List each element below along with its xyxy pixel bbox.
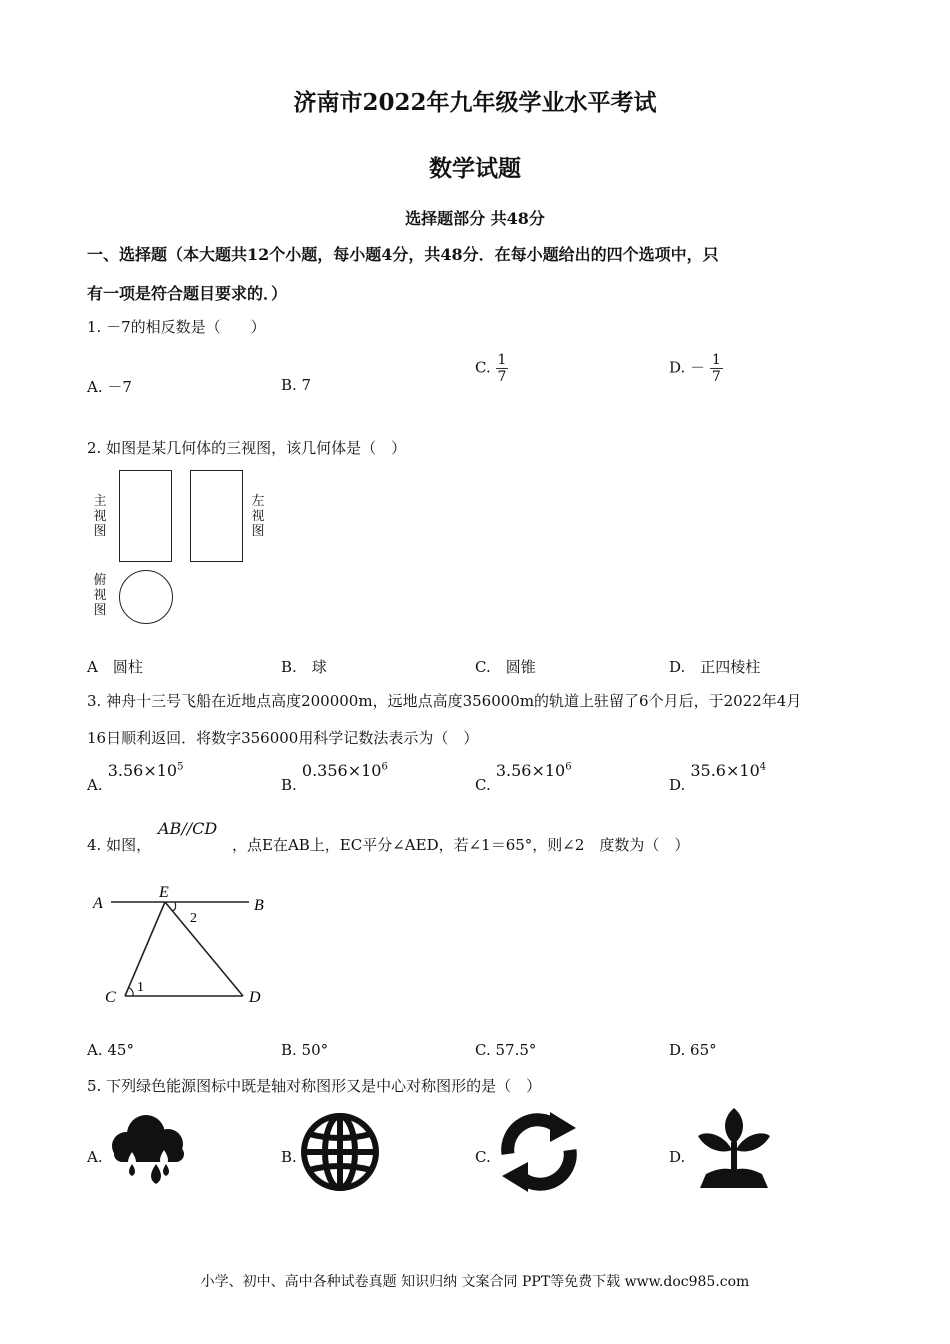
front-view-label: 主 视 图 (93, 494, 107, 539)
question3-stem-line1: 3. 神舟十三号飞船在近地点高度200000m，远地点高度356000m的轨道上驻留了6个月后，于2022年4月 (87, 692, 802, 710)
q1-option-c-letter: C. (475, 358, 491, 377)
question1-stem: 1. －7的相反数是（ ） (87, 318, 266, 336)
q5-option-a-letter: A. (87, 1148, 103, 1166)
point-c-label: C (105, 989, 116, 1006)
q1-option-a: A. －7 (87, 378, 132, 396)
q3-option-d-value: $35.6\times 10^4$ (690, 761, 767, 780)
point-e-label: E (159, 884, 169, 901)
q2-option-d: D. 正四棱柱 (669, 658, 761, 676)
fraction-numerator: 1 (711, 352, 721, 368)
question4-formula: AB//CD (158, 819, 218, 838)
q3-option-b-letter: B. (281, 776, 297, 794)
exam-subtitle: 数学试题 (429, 155, 521, 182)
q1-option-d (669, 352, 723, 385)
q1-option-c (475, 352, 508, 385)
q1-option-b: B. 7 (281, 376, 312, 394)
q3-option-c-letter: C. (475, 776, 491, 794)
q3-option-a (87, 761, 184, 794)
point-b-label: B (254, 897, 264, 914)
point-d-label: D (249, 989, 261, 1006)
globe-icon (298, 1112, 382, 1192)
side-view-label: 左 视 图 (251, 494, 265, 539)
q1-option-d-letter: D. － (669, 358, 706, 377)
q2-option-b: B. 球 (281, 658, 327, 676)
q1-option-c-fraction (496, 352, 509, 385)
point-a-label: A (93, 895, 103, 912)
exam-title: 济南市2022年九年级学业水平考试 (293, 89, 657, 116)
angle2-label: 2 (190, 911, 197, 926)
q3-option-d-letter: D. (669, 776, 686, 794)
angle1-label: 1 (137, 980, 144, 995)
q1-option-d-fraction (710, 352, 723, 385)
q4-option-b: B. 50° (281, 1041, 329, 1059)
q4-option-c: C. 57.5° (475, 1041, 537, 1059)
angle2-arc (172, 902, 176, 911)
q2-option-c: C. 圆锥 (475, 658, 536, 676)
q3-option-a-letter: A. (87, 776, 103, 794)
segment-ed (165, 902, 243, 996)
q3-option-c-value: $3.56\times 10^6$ (495, 761, 572, 780)
question4-stem-suffix: ，点E在AB上，EC平分∠AED，若∠1＝65°，则∠2 度数为（ ） (232, 836, 690, 854)
q3-option-d (669, 761, 767, 794)
segment-ec (125, 902, 165, 996)
q5-option-b-letter: B. (281, 1148, 297, 1166)
question3-stem-line2: 16日顺利返回．将数字356000用科学记数法表示为（ ） (87, 729, 479, 747)
fraction-denominator: 7 (497, 369, 507, 385)
q4-option-a: A. 45° (87, 1041, 134, 1059)
top-view-circle (119, 570, 173, 624)
q3-option-b (281, 761, 388, 794)
q3-option-b-value: $0.356\times 10^6$ (301, 761, 388, 780)
q3-option-c (475, 761, 572, 794)
page-footer: 小学、初中、高中各种试卷真题 知识归纳 文案合同 PPT等免费下载 www.doc985.com (200, 1274, 750, 1290)
three-view-figure (87, 470, 287, 635)
question2-stem: 2. 如图是某几何体的三视图，该几何体是（ ） (87, 439, 407, 457)
question4-stem-prefix: 4. 如图， (87, 836, 152, 854)
q3-option-a-value: $3.56\times 10^5$ (107, 761, 184, 780)
section-part-heading: 选择题部分 共48分 (405, 209, 545, 228)
question5-stem: 5. 下列绿色能源图标中既是轴对称图形又是中心对称图形的是（ ） (87, 1077, 542, 1095)
front-view-rectangle (119, 470, 172, 562)
q5-option-c-letter: C. (475, 1148, 491, 1166)
rain-cloud-icon (106, 1112, 192, 1190)
fraction-denominator: 7 (711, 369, 721, 385)
q5-option-d-letter: D. (669, 1148, 686, 1166)
sprout-icon (694, 1104, 774, 1194)
fraction-numerator: 1 (497, 352, 507, 368)
recycle-arrows-icon (494, 1112, 584, 1192)
top-view-label: 俯 视 图 (93, 573, 107, 618)
section1-instruction-line1: 一、选择题（本大题共12个小题，每小题4分，共48分．在每小题给出的四个选项中，只 (87, 245, 719, 264)
q2-option-a: A 圆柱 (87, 658, 143, 676)
side-view-rectangle (190, 470, 243, 562)
section1-instruction-line2: 有一项是符合题目要求的．） (87, 284, 288, 303)
parallel-lines-triangle-figure (85, 880, 275, 1010)
q4-option-d: D. 65° (669, 1041, 717, 1059)
